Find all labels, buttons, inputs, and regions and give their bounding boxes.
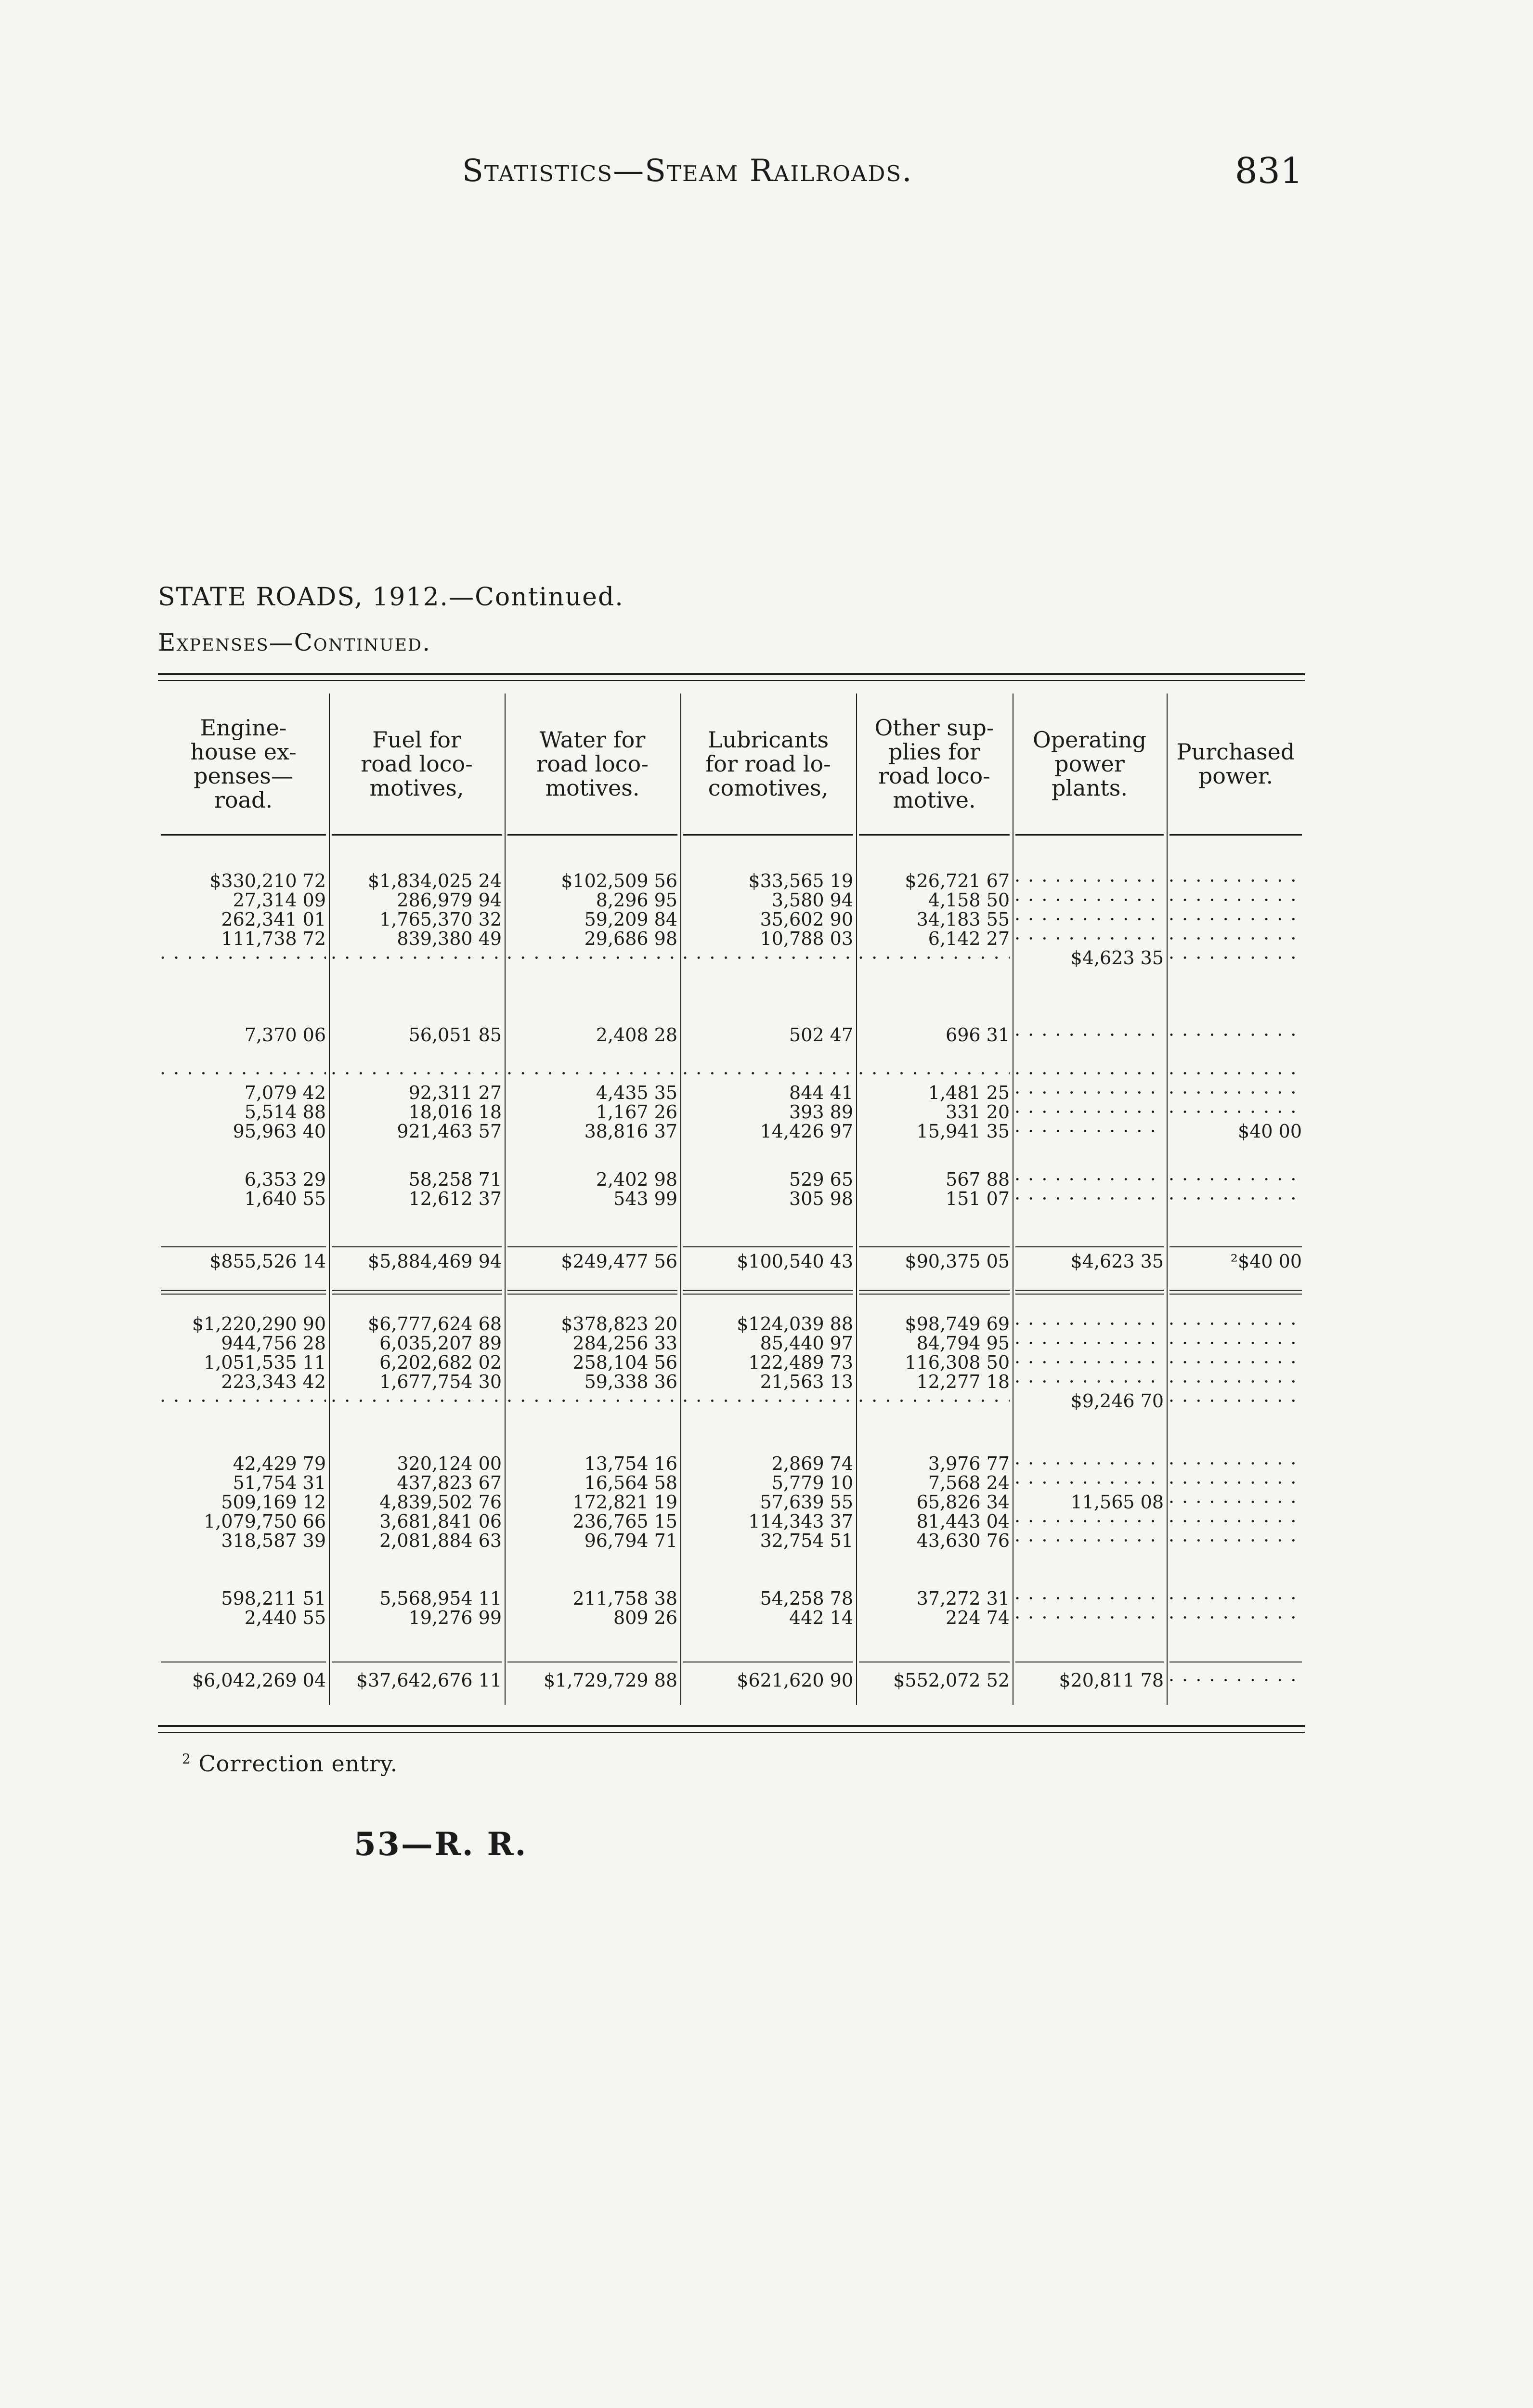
table-cell xyxy=(1169,1102,1302,1122)
table-cell: 567 88 xyxy=(946,1169,1010,1190)
table-cell: 122,489 73 xyxy=(748,1352,853,1373)
table-cell: 442 14 xyxy=(789,1608,853,1628)
table-cell xyxy=(1014,909,1164,929)
table-cell xyxy=(1169,1531,1302,1551)
subtotal-rule xyxy=(507,1246,677,1247)
table-cell: 32,754 51 xyxy=(760,1531,853,1551)
table-cell xyxy=(858,1391,1010,1411)
table-cell: 529 65 xyxy=(789,1169,853,1190)
table-cell xyxy=(507,948,677,968)
table-cell xyxy=(160,948,326,968)
table-cell xyxy=(1169,1670,1302,1690)
total-double-rule xyxy=(507,1294,677,1295)
table-cell: 114,343 37 xyxy=(748,1511,853,1531)
table-cell xyxy=(1014,1333,1164,1353)
total-double-rule xyxy=(1169,1294,1302,1295)
column-header: Other sup- plies for road loco- motive. xyxy=(874,715,994,813)
table-cell: $26,721 67 xyxy=(905,871,1010,891)
table-cell xyxy=(1014,1189,1164,1209)
table-cell xyxy=(1169,948,1302,968)
table-cell: 85,440 97 xyxy=(760,1333,853,1353)
table-cell xyxy=(858,948,1010,968)
table-cell: 258,104 56 xyxy=(572,1352,677,1373)
header-rule xyxy=(683,834,853,836)
header-rule xyxy=(507,834,677,836)
table-cell: 5,514 88 xyxy=(244,1102,326,1122)
table-cell xyxy=(507,1391,677,1411)
table-cell: 1,051,535 11 xyxy=(204,1352,326,1373)
bottom-rule-2 xyxy=(158,1732,1305,1733)
table-cell xyxy=(1014,1588,1164,1609)
table-cell: 116,308 50 xyxy=(905,1352,1010,1373)
table-cell: $1,729,729 88 xyxy=(543,1670,677,1690)
table-cell: 12,612 37 xyxy=(408,1189,502,1209)
table-cell xyxy=(1014,929,1164,949)
subtotal-rule xyxy=(1169,1246,1302,1247)
table-cell: $855,526 14 xyxy=(209,1251,326,1271)
total-double-rule xyxy=(683,1290,853,1291)
total-double-rule xyxy=(332,1294,502,1295)
table-cell: $330,210 72 xyxy=(209,871,326,891)
table-cell: 96,794 71 xyxy=(584,1531,677,1551)
table-cell xyxy=(682,948,853,968)
table-cell: 59,338 36 xyxy=(584,1372,677,1392)
table-cell: $37,642,676 11 xyxy=(356,1670,502,1690)
table-cell: 1,765,370 32 xyxy=(379,909,502,929)
column-separator xyxy=(1167,694,1168,1705)
table-cell: 59,209 84 xyxy=(584,909,677,929)
table-cell: 6,353 29 xyxy=(244,1169,326,1190)
table-cell xyxy=(1169,929,1302,949)
table-cell: 35,602 90 xyxy=(760,909,853,929)
table-cell xyxy=(1014,1352,1164,1373)
table-cell: $249,477 56 xyxy=(561,1251,677,1271)
column-1 xyxy=(158,694,329,1695)
table-cell: $90,375 05 xyxy=(905,1251,1010,1271)
page-number: 831 xyxy=(1234,150,1303,192)
table-cell: 4,435 35 xyxy=(596,1083,677,1103)
table-cell: 42,429 79 xyxy=(233,1453,326,1474)
table-cell xyxy=(1169,1333,1302,1353)
table-cell: $33,565 19 xyxy=(748,871,853,891)
table-cell xyxy=(1169,1169,1302,1190)
total-double-rule xyxy=(161,1290,326,1291)
table-cell: 1,079,750 66 xyxy=(204,1511,326,1531)
total-double-rule xyxy=(507,1290,677,1291)
column-separator xyxy=(680,694,681,1705)
table-cell: 15,941 35 xyxy=(916,1121,1010,1141)
column-7 xyxy=(1167,694,1305,1695)
table-cell: 7,568 24 xyxy=(928,1473,1010,1493)
column-header: Water for road loco- motives. xyxy=(536,727,649,801)
section-subtitle: Expenses—Continued. xyxy=(158,628,431,656)
table-cell xyxy=(1169,1453,1302,1474)
column-separator xyxy=(329,694,330,1705)
subtotal-rule xyxy=(161,1246,326,1247)
table-cell xyxy=(1169,1025,1302,1045)
table-cell: 696 31 xyxy=(946,1025,1010,1045)
total-double-rule xyxy=(1015,1290,1164,1291)
table-cell xyxy=(331,1063,502,1084)
total-double-rule xyxy=(859,1294,1010,1295)
table-cell: 224 74 xyxy=(946,1608,1010,1628)
table-cell: $20,811 78 xyxy=(1059,1670,1164,1690)
header-rule xyxy=(161,834,326,836)
column-header: Purchased power. xyxy=(1176,739,1295,789)
footnote-text: Correction entry. xyxy=(198,1751,398,1777)
table-cell: 18,016 18 xyxy=(408,1102,502,1122)
table-cell xyxy=(1169,1189,1302,1209)
table-cell: 151 07 xyxy=(946,1189,1010,1209)
table-cell xyxy=(1014,1083,1164,1103)
table-cell: $1,220,290 90 xyxy=(192,1314,326,1334)
column-separator xyxy=(505,694,506,1705)
table-cell: 11,565 08 xyxy=(1070,1492,1164,1512)
column-4 xyxy=(680,694,856,1695)
subtotal-rule xyxy=(683,1246,853,1247)
table-cell: 14,426 97 xyxy=(760,1121,853,1141)
table-cell xyxy=(1169,1608,1302,1628)
table-cell xyxy=(1169,909,1302,929)
table-cell: $378,823 20 xyxy=(561,1314,677,1334)
table-cell xyxy=(1014,871,1164,891)
table-cell: 6,202,682 02 xyxy=(379,1352,502,1373)
table-cell: 223,343 42 xyxy=(221,1372,326,1392)
table-cell xyxy=(1014,1102,1164,1122)
header-rule xyxy=(1169,834,1302,836)
table-cell: 95,963 40 xyxy=(233,1121,326,1141)
table-cell xyxy=(1014,890,1164,910)
table-cell: 839,380 49 xyxy=(397,929,502,949)
table-cell: $6,042,269 04 xyxy=(192,1670,326,1690)
column-separator xyxy=(856,694,857,1705)
table-cell xyxy=(1169,1372,1302,1392)
table-cell: 331 20 xyxy=(946,1102,1010,1122)
table-cell: 543 99 xyxy=(613,1189,677,1209)
table-cell: 844 41 xyxy=(789,1083,853,1103)
column-3 xyxy=(505,694,680,1695)
table-cell: 5,568,954 11 xyxy=(379,1588,502,1609)
table-cell xyxy=(858,1063,1010,1084)
table-cell: $1,834,025 24 xyxy=(367,871,502,891)
total-double-rule xyxy=(1169,1290,1302,1291)
table-cell: 3,681,841 06 xyxy=(379,1511,502,1531)
table-cell xyxy=(1169,890,1302,910)
column-6 xyxy=(1013,694,1167,1695)
table-cell: $552,072 52 xyxy=(893,1670,1010,1690)
bottom-rule-1 xyxy=(158,1725,1305,1727)
table-cell: 2,408 28 xyxy=(596,1025,677,1045)
total-double-rule xyxy=(683,1294,853,1295)
table-cell xyxy=(1169,1511,1302,1531)
table-cell: 393 89 xyxy=(789,1102,853,1122)
table-cell: 58,258 71 xyxy=(408,1169,502,1190)
expenses-table xyxy=(158,694,1305,1695)
table-cell: 598,211 51 xyxy=(221,1588,326,1609)
table-cell xyxy=(331,948,502,968)
section-title: STATE ROADS, 1912.—Continued. xyxy=(158,583,624,612)
column-5 xyxy=(856,694,1013,1695)
table-cell xyxy=(1014,1453,1164,1474)
header-rule xyxy=(1015,834,1164,836)
table-cell xyxy=(1014,1063,1164,1084)
table-cell: 21,563 13 xyxy=(760,1372,853,1392)
header-rule xyxy=(859,834,1010,836)
table-cell: 1,481 25 xyxy=(928,1083,1010,1103)
table-cell: 509,169 12 xyxy=(221,1492,326,1512)
table-cell: 305 98 xyxy=(789,1189,853,1209)
table-cell: $100,540 43 xyxy=(737,1251,853,1271)
table-cell: 211,758 38 xyxy=(572,1588,677,1609)
table-cell xyxy=(1169,1063,1302,1084)
table-cell: 2,081,884 63 xyxy=(379,1531,502,1551)
table-cell: 27,314 09 xyxy=(233,890,326,910)
table-cell: $6,777,624 68 xyxy=(367,1314,502,1334)
table-cell: $40 00 xyxy=(1238,1121,1302,1141)
table-cell: 4,158 50 xyxy=(928,890,1010,910)
total-double-rule xyxy=(161,1294,326,1295)
table-cell: 7,370 06 xyxy=(244,1025,326,1045)
table-cell: $5,884,469 94 xyxy=(367,1251,502,1271)
table-cell xyxy=(1014,1473,1164,1493)
footnote xyxy=(182,1751,398,1777)
table-cell xyxy=(1169,1352,1302,1373)
table-cell xyxy=(1014,1169,1164,1190)
table-cell: 1,677,754 30 xyxy=(379,1372,502,1392)
column-header: Fuel for road loco- motives, xyxy=(361,727,473,801)
table-cell: 37,272 31 xyxy=(916,1588,1010,1609)
table-cell xyxy=(1014,1511,1164,1531)
table-cell xyxy=(1014,1372,1164,1392)
table-cell: $124,039 88 xyxy=(737,1314,853,1334)
table-cell xyxy=(160,1391,326,1411)
table-cell: 8,296 95 xyxy=(596,890,677,910)
table-cell xyxy=(160,1063,326,1084)
table-cell: 54,258 78 xyxy=(760,1588,853,1609)
top-rule-1 xyxy=(158,673,1305,675)
table-cell: 502 47 xyxy=(789,1025,853,1045)
table-cell xyxy=(1014,1025,1164,1045)
column-header: Engine- house ex- penses— road. xyxy=(190,715,297,813)
table-cell: 284,256 33 xyxy=(572,1333,677,1353)
table-cell: 1,640 55 xyxy=(244,1189,326,1209)
table-cell: 437,823 67 xyxy=(397,1473,502,1493)
table-cell: 81,443 04 xyxy=(916,1511,1010,1531)
table-cell xyxy=(1169,871,1302,891)
table-cell: 19,276 99 xyxy=(408,1608,502,1628)
table-cell xyxy=(1169,1588,1302,1609)
table-cell: 318,587 39 xyxy=(221,1531,326,1551)
table-cell: 43,630 76 xyxy=(916,1531,1010,1551)
table-cell: 5,779 10 xyxy=(771,1473,853,1493)
table-cell: 12,277 18 xyxy=(916,1372,1010,1392)
table-cell: 13,754 16 xyxy=(584,1453,677,1474)
table-cell: 16,564 58 xyxy=(584,1473,677,1493)
footnote-mark: 2 xyxy=(182,1751,191,1767)
table-cell xyxy=(1014,1314,1164,1334)
table-cell: $621,620 90 xyxy=(737,1670,853,1690)
table-cell: 2,440 55 xyxy=(244,1608,326,1628)
table-cell: 286,979 94 xyxy=(397,890,502,910)
subtotal-rule xyxy=(1015,1246,1164,1247)
table-cell xyxy=(1014,1608,1164,1628)
table-cell: 56,051 85 xyxy=(408,1025,502,1045)
table-cell xyxy=(1169,1473,1302,1493)
table-cell xyxy=(1169,1492,1302,1512)
table-cell: $9,246 70 xyxy=(1070,1391,1164,1411)
table-cell: 921,463 57 xyxy=(397,1121,502,1141)
table-cell xyxy=(1014,1121,1164,1141)
table-cell: 2,869 74 xyxy=(771,1453,853,1474)
top-rule-2 xyxy=(158,680,1305,681)
running-title: Statistics—Steam Railroads. xyxy=(462,153,913,189)
table-cell xyxy=(331,1391,502,1411)
total-double-rule xyxy=(859,1290,1010,1291)
table-cell xyxy=(682,1063,853,1084)
table-cell xyxy=(1169,1083,1302,1103)
table-cell: 4,839,502 76 xyxy=(379,1492,502,1512)
table-cell: 2,402 98 xyxy=(596,1169,677,1190)
column-header: Operating power plants. xyxy=(1032,727,1147,801)
table-cell: 111,738 72 xyxy=(221,929,326,949)
total-double-rule xyxy=(1015,1294,1164,1295)
column-2 xyxy=(329,694,505,1695)
table-cell: 3,580 94 xyxy=(771,890,853,910)
table-cell xyxy=(1169,1391,1302,1411)
table-cell: 34,183 55 xyxy=(916,909,1010,929)
table-cell: $4,623 35 xyxy=(1070,948,1164,968)
table-cell: 1,167 26 xyxy=(596,1102,677,1122)
subtotal-rule xyxy=(332,1246,502,1247)
table-cell: 262,341 01 xyxy=(221,909,326,929)
table-cell: 84,794 95 xyxy=(916,1333,1010,1353)
table-cell: $4,623 35 xyxy=(1070,1251,1164,1271)
signature-mark: 53—R. R. xyxy=(354,1825,528,1863)
header-rule xyxy=(332,834,502,836)
table-cell: 6,035,207 89 xyxy=(379,1333,502,1353)
table-cell: 7,079 42 xyxy=(244,1083,326,1103)
table-cell xyxy=(1169,1314,1302,1334)
table-cell: 29,686 98 xyxy=(584,929,677,949)
table-cell: 6,142 27 xyxy=(928,929,1010,949)
table-cell: 51,754 31 xyxy=(233,1473,326,1493)
table-cell: 809 26 xyxy=(613,1608,677,1628)
total-double-rule xyxy=(332,1290,502,1291)
subtotal-rule xyxy=(859,1246,1010,1247)
table-cell: 10,788 03 xyxy=(760,929,853,949)
table-cell: 38,816 37 xyxy=(584,1121,677,1141)
table-cell xyxy=(682,1391,853,1411)
column-header: Lubricants for road lo- comotives, xyxy=(705,727,831,801)
table-cell: ²$40 00 xyxy=(1230,1251,1302,1271)
table-cell xyxy=(1014,1531,1164,1551)
table-cell: 3,976 77 xyxy=(928,1453,1010,1474)
table-cell xyxy=(507,1063,677,1084)
table-cell: $102,509 56 xyxy=(561,871,677,891)
table-cell: 172,821 19 xyxy=(572,1492,677,1512)
table-cell: 65,826 34 xyxy=(916,1492,1010,1512)
table-cell: $98,749 69 xyxy=(905,1314,1010,1334)
table-cell: 320,124 00 xyxy=(397,1453,502,1474)
table-cell: 236,765 15 xyxy=(572,1511,677,1531)
table-cell: 92,311 27 xyxy=(408,1083,502,1103)
table-cell: 57,639 55 xyxy=(760,1492,853,1512)
table-cell: 944,756 28 xyxy=(221,1333,326,1353)
